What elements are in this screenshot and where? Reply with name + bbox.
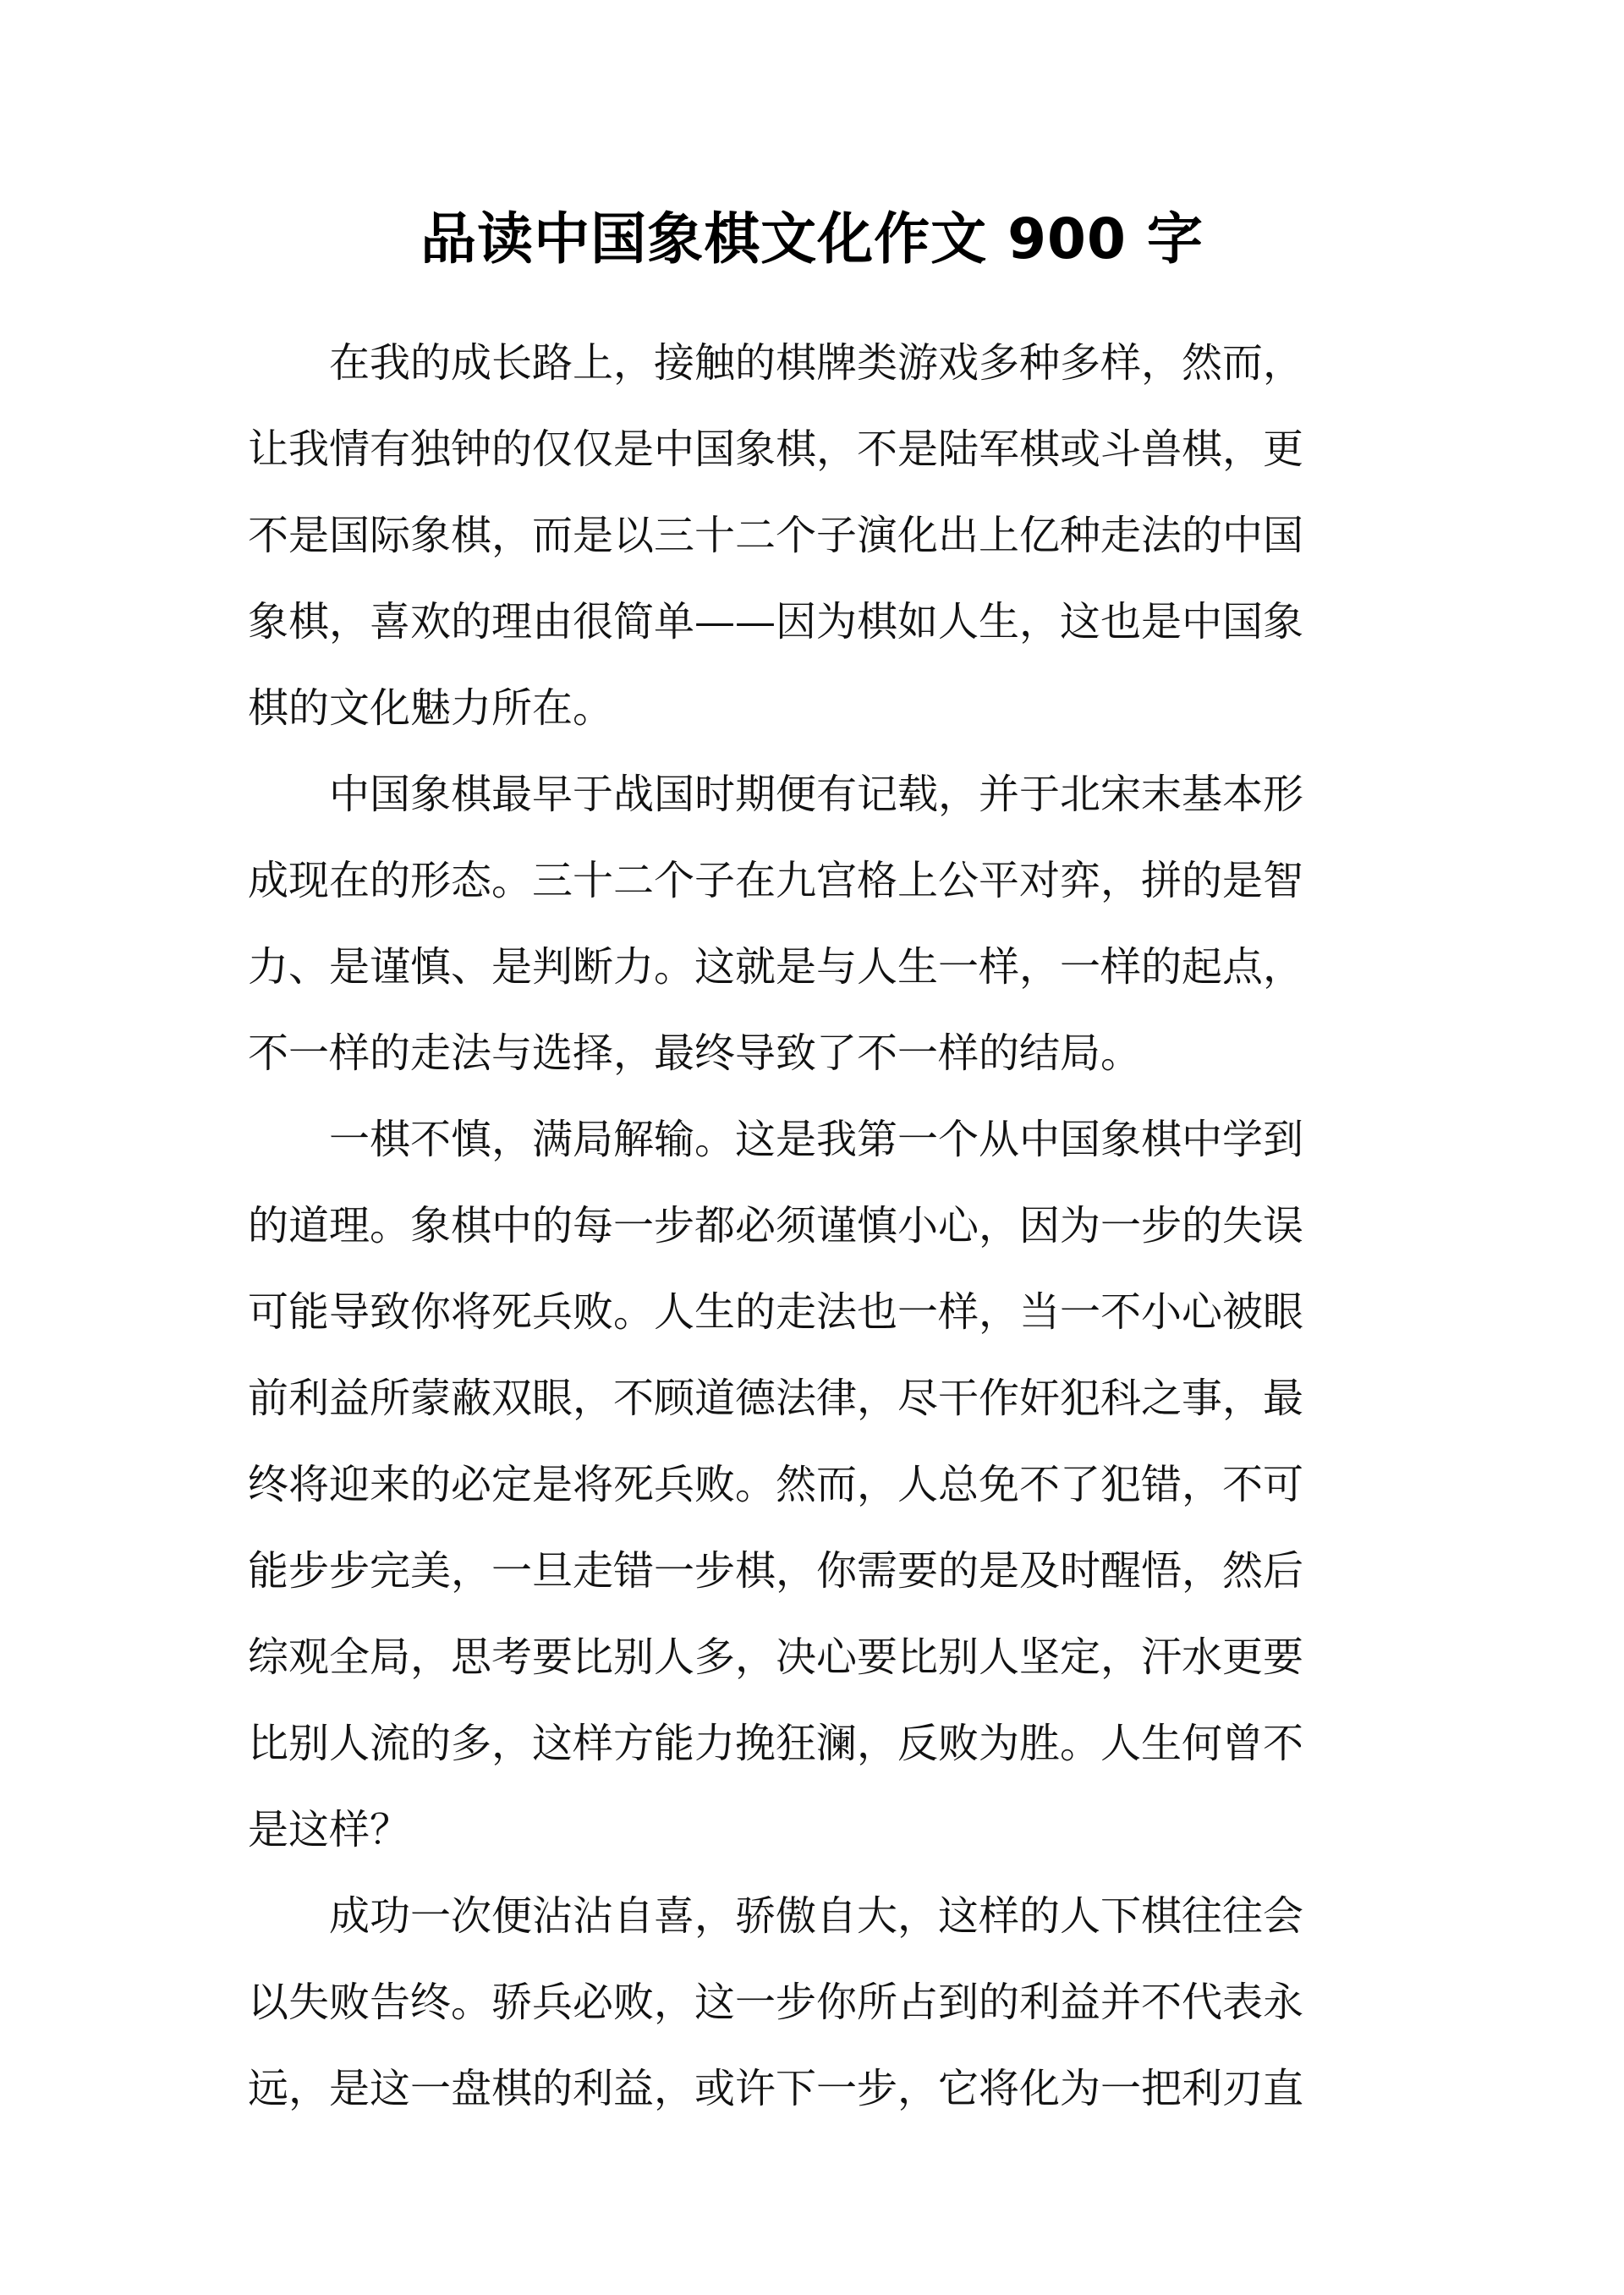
paragraph-3: 一棋不慎，满局解输。这是我第一个从中国象棋中学到 的道理。象棋中的每一步都必须谨慎小心，因为一步的失误 可能导致你将死兵败。人生的走法也一样，当一不小心被眼 前利益所蒙蔽双眼，不顾道德法律，尽干作奸犯科之事，最 终将迎来的必定是将死兵败。然而，人总免不了犯错，不可 能步步完美，一旦走错一步棋，你需要的是及时醒悟，然后 综观全局，思考要比别人多，决心要比别人坚定，汗水更要 比别人流的多，这样方能力挽狂澜，反败为胜。人生何曾不 是这样？ bbox=[248, 1116, 1304, 1853]
document-title: 品读中国象棋文化作文 900 字 bbox=[420, 206, 1204, 272]
paragraph-1: 在我的成长路上，接触的棋牌类游戏多种多样，然而， 让我情有独钟的仅仅是中国象棋，不是陆军棋或斗兽棋，更 不是国际象棋，而是以三十二个子演化出上亿种走法的中国 象棋，喜欢的理由很简单——因为棋如人生，这也是中国象 棋的文化魅力所在。 bbox=[248, 339, 1304, 732]
document-body bbox=[248, 320, 1381, 2132]
paragraph-4: 成功一次便沾沾自喜，骄傲自大，这样的人下棋往往会 以失败告终。骄兵必败，这一步你所占到的利益并不代表永 远，是这一盘棋的利益，或许下一步，它将化为一把利刃直 bbox=[248, 1892, 1304, 2112]
paragraph-2: 中国象棋最早于战国时期便有记载，并于北宋末基本形 成现在的形态。三十二个子在九宫格上公平对弈，拼的是智 力、是谨慎、是判断力。这就是与人生一样，一样的起点， 不一样的走法与选择，最终导致了不一样的结局。 bbox=[248, 771, 1304, 1077]
